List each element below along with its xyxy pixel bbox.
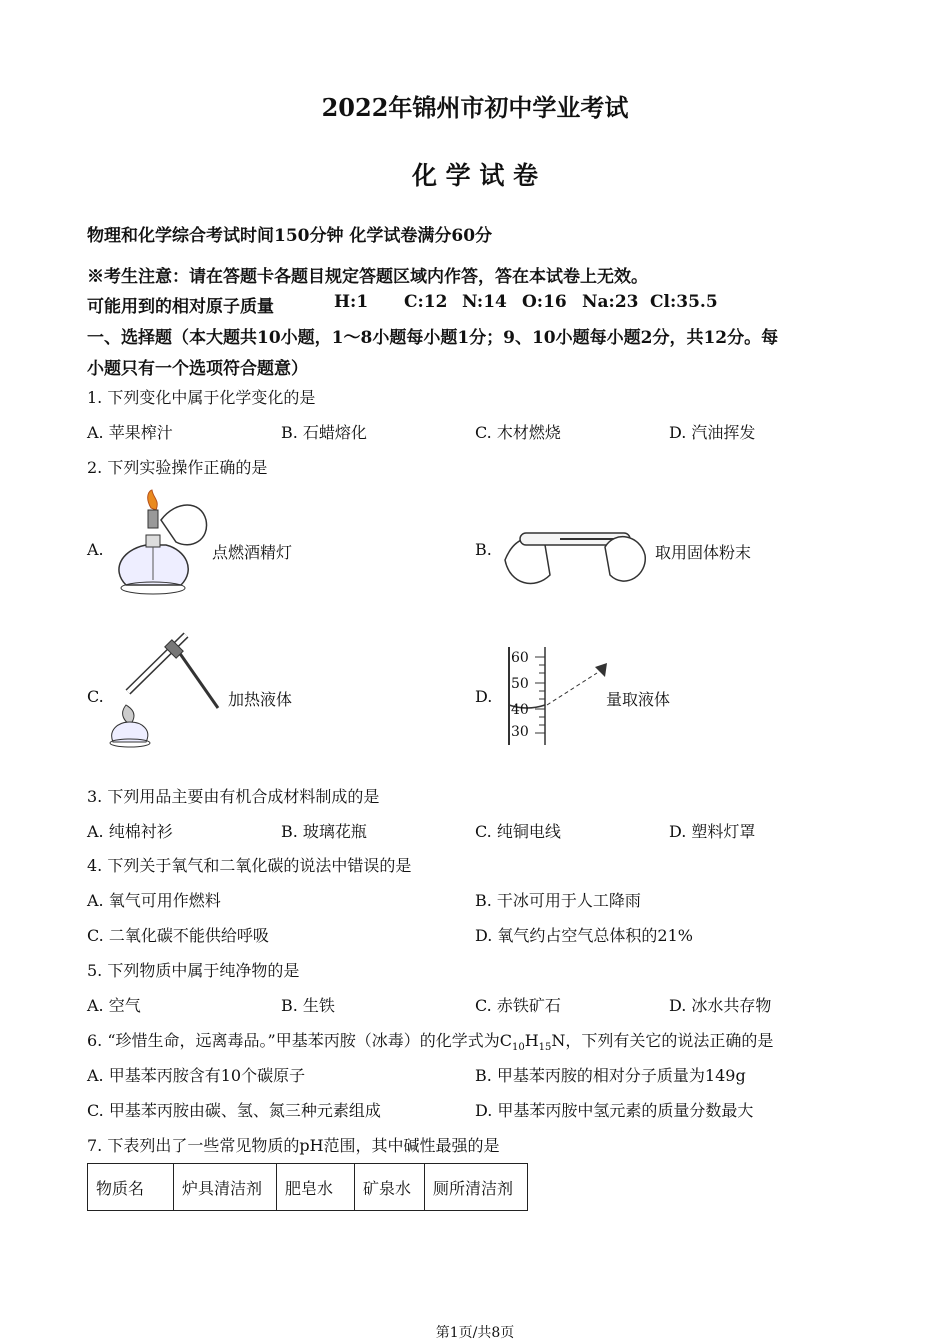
atomic-mass-cl: Cl:35.5 [650,292,718,312]
q2-option-b-caption: 取用固体粉末 [655,543,752,562]
q3-option-b: B. 玻璃花瓶 [281,822,367,841]
powder-tube-figure [500,515,650,595]
q6-carbon-count: 10 [511,1042,525,1054]
q2-option-c-caption: 加热液体 [228,690,293,709]
q6-stem-start: 6. “珍惜生命，远离毒品。”甲基苯丙胺（冰毒）的化学式为C [87,1031,512,1050]
table-row [88,1164,528,1211]
q5-option-b: B. 生铁 [281,996,335,1015]
q3-option-d: D. 塑料灯罩 [669,822,756,841]
q6-option-a: A. 甲基苯丙胺含有10个碳原子 [87,1066,306,1085]
table-cell: 肥皂水 [277,1164,355,1211]
cylinder-tick-30: 30 [511,724,529,740]
question-2: 2. 下列实验操作正确的是 [87,458,268,477]
atomic-mass-c: C:12 [404,292,448,312]
page-footer: 第1页/共8页 [435,1325,515,1341]
q4-option-d: D. 氧气约占空气总体积的21% [475,926,693,945]
atomic-mass-na: Na:23 [582,292,639,312]
q3-option-c: C. 纯铜电线 [475,822,561,841]
table-cell: 厕所清洁剂 [425,1164,528,1211]
atomic-mass-h: H:1 [334,292,369,312]
atomic-mass-o: O:16 [522,292,567,312]
question-5: 5. 下列物质中属于纯净物的是 [87,961,300,980]
q5-option-c: C. 赤铁矿石 [475,996,561,1015]
exam-title: 2022年锦州市初中学业考试 [321,93,629,122]
question-3: 3. 下列用品主要由有机合成材料制成的是 [87,787,380,806]
q5-option-d: D. 冰水共存物 [669,996,772,1015]
q1-option-c: C. 木材燃烧 [475,423,561,442]
question-4: 4. 下列关于氧气和二氧化碳的说法中错误的是 [87,856,412,875]
exam-info: 物理和化学综合考试时间150分钟 化学试卷满分60分 [87,226,493,246]
notice: ※考生注意：请在答题卡各题目规定答题区域内作答，答在本试卷上无效。 [87,267,648,287]
q4-option-a: A. 氧气可用作燃料 [87,891,221,910]
cylinder-tick-60: 60 [511,650,529,666]
question-1: 1. 下列变化中属于化学变化的是 [87,388,316,407]
q6-hydrogen-count: 15 [538,1042,552,1054]
q6-option-b: B. 甲基苯丙胺的相对分子质量为149g [475,1066,746,1085]
question-6 [87,1028,773,1053]
q6-option-d: D. 甲基苯丙胺中氢元素的质量分数最大 [475,1101,754,1120]
table-cell: 物质名 [88,1164,174,1211]
q2-option-a-letter: A. [87,540,104,559]
atomic-mass-label: 可能用到的相对原子质量 [87,297,274,317]
q6-hydrogen-symbol: H [524,1031,539,1050]
cylinder-tick-50: 50 [511,676,529,692]
q6-stem-end: N，下列有关它的说法正确的是 [551,1031,774,1050]
question-7: 7. 下表列出了一些常见物质的pH范围，其中碱性最强的是 [87,1136,500,1155]
q1-option-d: D. 汽油挥发 [669,423,756,442]
cylinder-tick-40: 40 [511,702,529,718]
q4-option-c: C. 二氧化碳不能供给呼吸 [87,926,269,945]
q6-option-c: C. 甲基苯丙胺由碳、氢、氮三种元素组成 [87,1101,381,1120]
ph-table [87,1163,528,1211]
paper-subtitle: 化 学 试 卷 [411,161,539,190]
q2-option-b-letter: B. [475,540,492,559]
q2-option-d-caption: 量取液体 [606,690,671,709]
q2-option-a-caption: 点燃酒精灯 [212,543,293,562]
q2-option-c-letter: C. [87,687,104,706]
table-cell: 炉具清洁剂 [174,1164,277,1211]
table-cell: 矿泉水 [355,1164,425,1211]
q5-option-a: A. 空气 [87,996,141,1015]
q1-option-a: A. 苹果榨汁 [87,423,173,442]
q4-option-b: B. 干冰可用于人工降雨 [475,891,641,910]
atomic-mass-n: N:14 [462,292,507,312]
heating-liquid-figure [108,630,223,748]
q2-option-d-letter: D. [475,687,493,706]
q1-option-b: B. 石蜡熔化 [281,423,367,442]
section-heading: 一、选择题（本大题共10小题，1～8小题每小题1分；9、10小题每小题2分，共12分。每 [87,328,779,348]
section-heading-cont: 小题只有一个选项符合题意） [87,359,308,379]
alcohol-lamp-lighting-figure [106,490,216,600]
q3-option-a: A. 纯棉衬衫 [87,822,173,841]
